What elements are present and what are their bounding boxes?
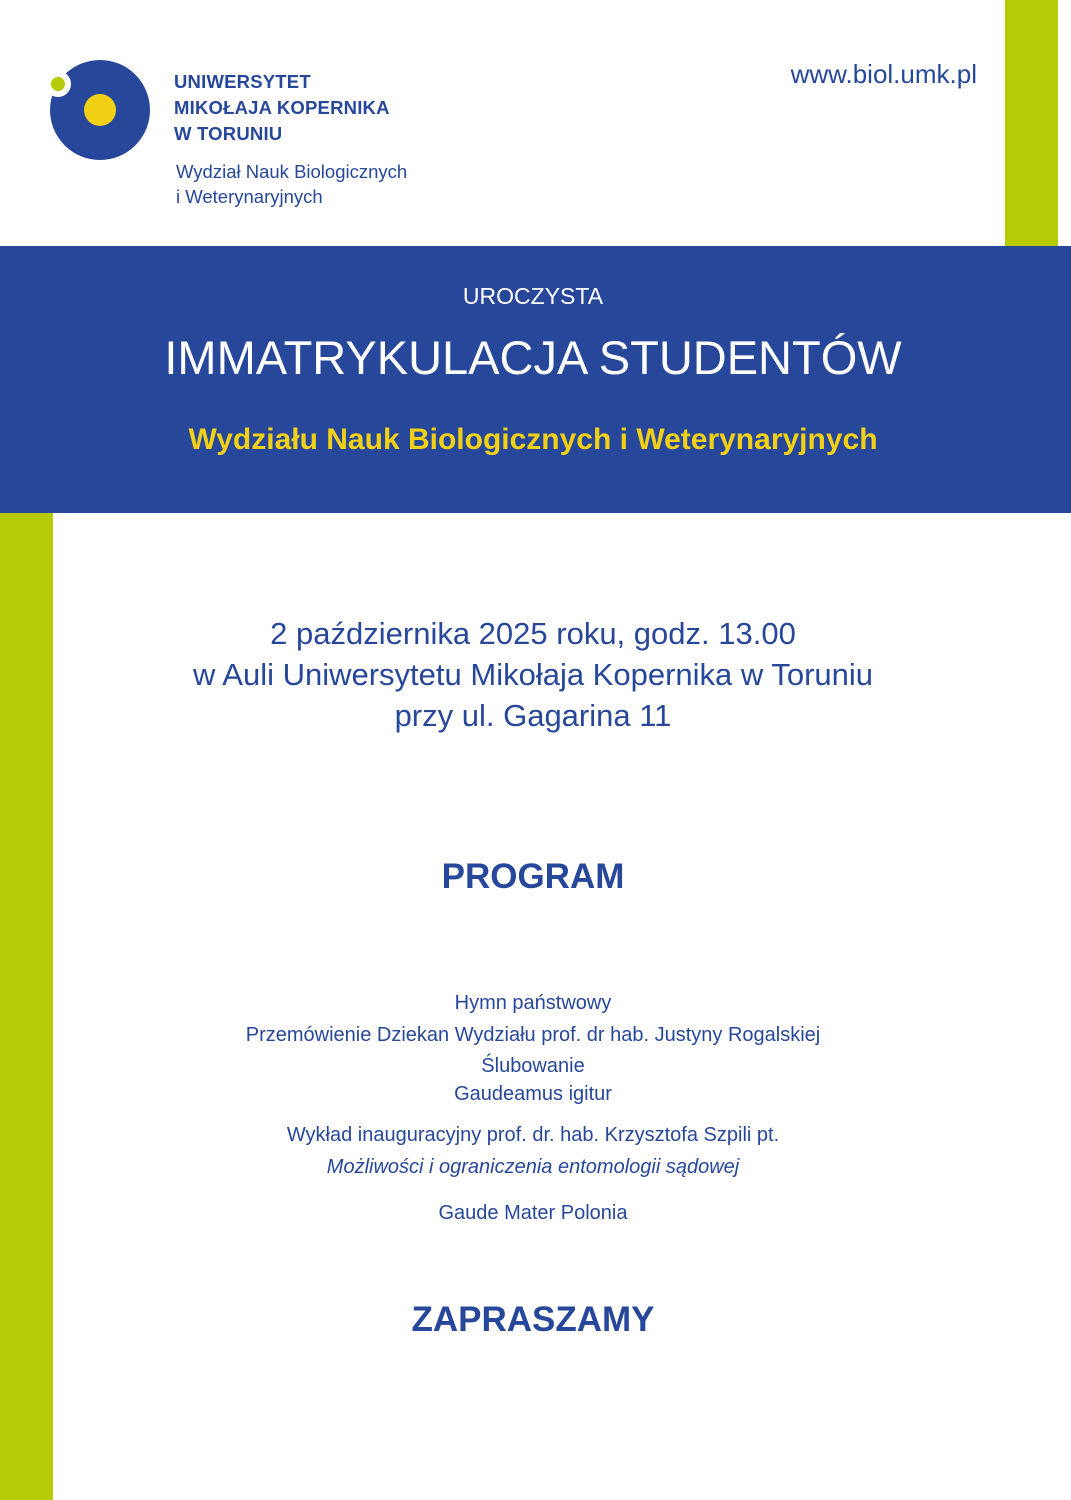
event-address: przy ul. Gagarina 11: [394, 698, 672, 733]
event-venue: w Auli Uniwersytetu Mikołaja Kopernika w Toruniu: [192, 657, 874, 692]
program-item: Przemówienie Dziekan Wydziału prof. dr hab. Justyny Rogalskiej: [245, 1024, 821, 1046]
university-name-line: UNIWERSYTET: [174, 71, 311, 92]
program-item: Wykład inauguracyjny prof. dr. hab. Krzysztofa Szpili pt.: [286, 1124, 780, 1146]
event-date: 2 października 2025 roku, godz. 13.00: [270, 616, 796, 651]
program-item: Gaudeamus igitur: [454, 1083, 612, 1105]
banner-subtitle: Wydziału Nauk Biologicznych i Weterynaryjnych: [188, 423, 878, 456]
program-item: Ślubowanie: [481, 1055, 585, 1077]
faculty-name-line: i Weterynaryjnych: [176, 186, 323, 207]
event-details: [0, 613, 1066, 736]
university-logo-icon: [48, 58, 152, 162]
website-link[interactable]: www.biol.umk.pl: [790, 59, 977, 89]
faculty-name-line: Wydział Nauk Biologicznych: [176, 161, 408, 182]
program-item: Hymn państwowy: [454, 992, 612, 1014]
lecture-title: Możliwości i ograniczenia entomologii sądowej: [326, 1156, 740, 1178]
university-name-line: MIKOŁAJA KOPERNIKA: [174, 97, 390, 118]
faculty-name: [176, 159, 407, 209]
university-name: [174, 69, 390, 147]
banner-kicker: UROCZYSTA: [462, 283, 604, 309]
program-heading: PROGRAM: [441, 857, 625, 896]
banner-title: IMMATRYKULACJA STUDENTÓW: [164, 331, 902, 384]
green-accent-bar-top-right: [1005, 0, 1058, 246]
program-item: Gaude Mater Polonia: [438, 1202, 628, 1224]
university-name-line: W TORUNIU: [174, 123, 283, 144]
closing-invitation: ZAPRASZAMY: [411, 1300, 655, 1339]
